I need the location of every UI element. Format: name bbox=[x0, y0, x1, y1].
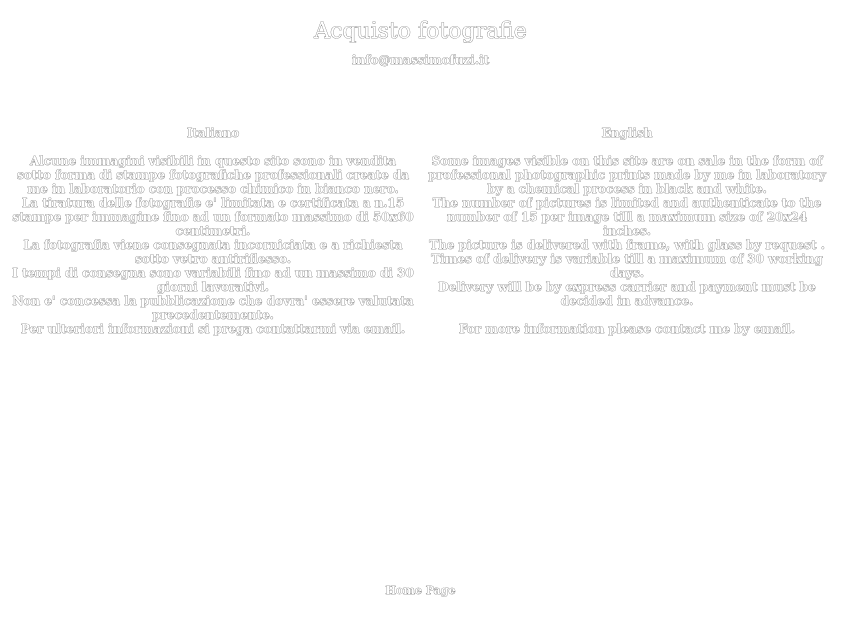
italian-paragraph: La tiratura delle fotografie e' limitata e certificata a n.15 stampe per immagine fino ad un formato massimo di 50x60 centimetri. bbox=[12, 196, 414, 238]
italian-paragraph: Non e' concessa la pubblicazione che dovra' essere valutata precedentemente. bbox=[12, 294, 414, 322]
english-paragraph: Delivery will be by express carrier and payment must be decided in advance. bbox=[438, 280, 816, 308]
email-link[interactable]: info@massimofuzi.it bbox=[351, 53, 490, 67]
italian-heading: Italiano bbox=[186, 126, 240, 140]
page-title: Acquisto fotografie bbox=[314, 19, 527, 44]
english-paragraph: The picture is delivered with frame, with glass by request . bbox=[429, 238, 825, 252]
italian-paragraph: Per ulteriori informazioni si prega contattarmi via email. bbox=[20, 322, 406, 336]
home-page-link[interactable]: Home Page bbox=[385, 584, 456, 597]
english-paragraph: Times of delivery is variable till a maximum of 30 working days. bbox=[431, 252, 823, 280]
english-column bbox=[424, 126, 830, 336]
paragraph-spacer bbox=[424, 308, 830, 322]
english-heading: English bbox=[601, 126, 653, 140]
italian-paragraph: La fotografia viene consegnata incorniciata e a richiesta sotto vetro antiriflesso. bbox=[23, 238, 403, 266]
english-paragraph: The number of pictures is limited and authenticate to the number of 15 per image till a maximum size of 20x24 inches. bbox=[432, 196, 822, 238]
italian-paragraph: Alcune immagini visibili in questo sito sono in vendita sotto forma di stampe fotografiche professionali create da me in laboratorio con processo chimico in bianco nero. bbox=[17, 154, 409, 196]
italian-paragraph: I tempi di consegna sono variabili fino ad un massimo di 30 giorni lavorativi. bbox=[12, 266, 414, 294]
italian-column bbox=[12, 126, 414, 336]
english-closing: For more information please contact me by email. bbox=[458, 322, 796, 336]
english-paragraph: Some images visible on this site are on sale in the form of professional photographic prints made by me in laboratory by a chemical process in black and white. bbox=[428, 154, 826, 196]
